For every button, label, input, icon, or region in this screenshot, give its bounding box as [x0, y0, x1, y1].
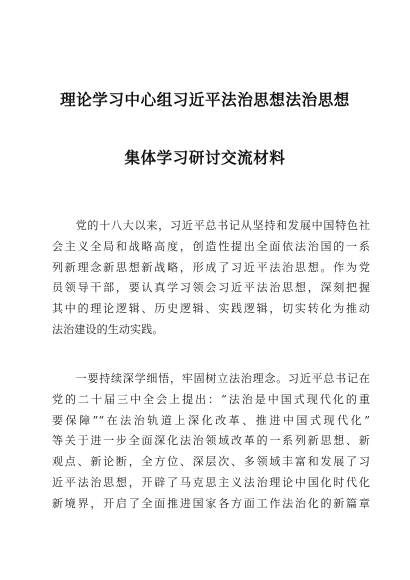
paragraph-2-line: 一要持续深学细悟，牢固树立法治理念。习近平总书记在 [52, 372, 370, 385]
paragraph-2-line: 近平法治思想，开辟了马克思主义法治理论中国化时代化 [52, 475, 370, 489]
paragraph-1-line: 员领导干部，要认真学习领会习近平法治思想，深刻把握 [52, 281, 370, 295]
paragraph-1-line: 列新理念新思想新战略，形成了习近平法治思想。作为党 [52, 260, 370, 274]
paragraph-2 [52, 369, 370, 515]
paragraph-2-line: 要保障”“在法治轨道上深化改革、推进中国式现代化” [52, 413, 370, 427]
paragraph-1-line: 会主义全局和战略高度，创造性提出全面依法治国的一系 [52, 239, 370, 253]
paragraph-2-line: 等关于进一步全面深化法治领域改革的一系列新思想、新 [52, 434, 370, 448]
paragraph-2-line: 党的二十届三中全会上提出：“法治是中国式现代化的重 [52, 392, 370, 406]
paragraph-1-line: 其中的理论逻辑、历史逻辑、实践逻辑，切实转化为推动 [52, 302, 370, 316]
document-title-line-1: 理论学习中心组习近平法治思想法治思想 [60, 91, 350, 109]
document-title-line-2: 集体学习研讨交流材料 [124, 149, 286, 167]
paragraph-1-line: 党的十八大以来，习近平总书记从坚持和发展中国特色社 [52, 219, 370, 232]
paragraph-2-line: 新境界，开启了全面推进国家各方面工作法治化的新篇章 [52, 496, 370, 510]
paragraph-1-line: 法治建设的生动实践。 [52, 322, 164, 336]
paragraph-2-line: 观点、新论断，全方位、深层次、多领域丰富和发展了习 [52, 455, 370, 469]
paragraph-1 [52, 216, 370, 341]
